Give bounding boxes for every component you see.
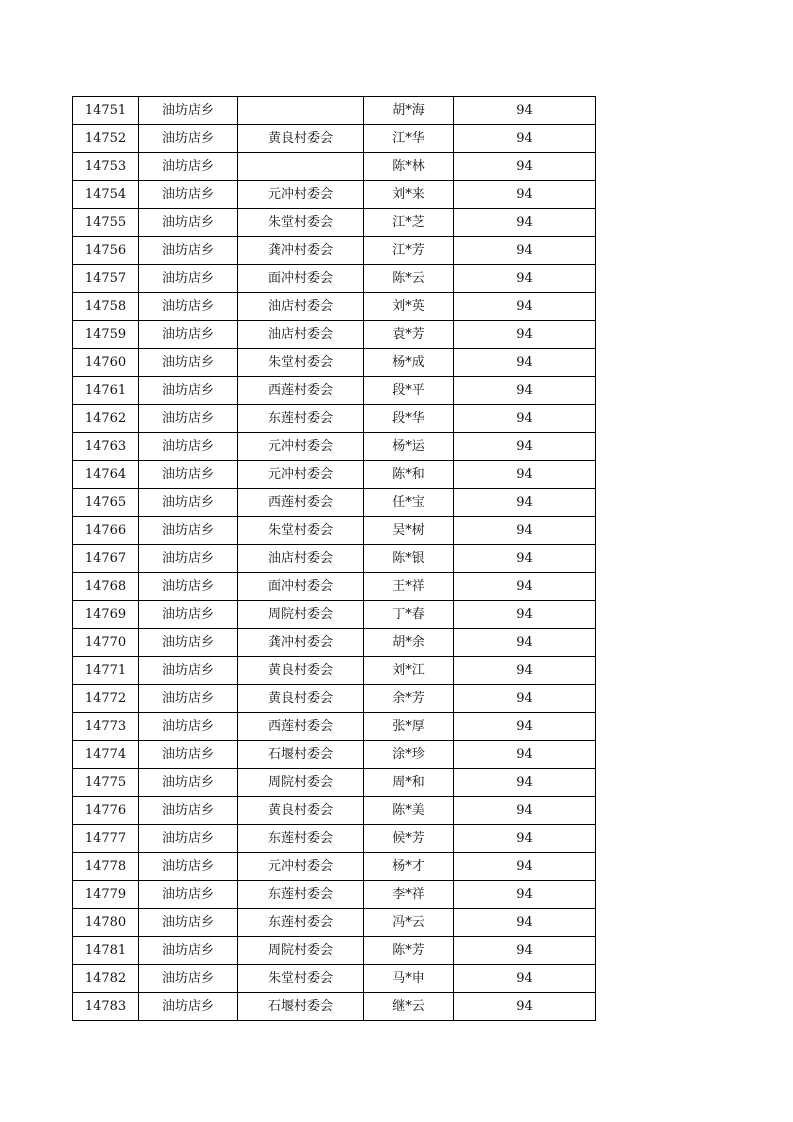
- cell-name: 杨*成: [364, 349, 454, 377]
- cell-value: 94: [454, 937, 596, 965]
- table-row: [73, 489, 596, 517]
- cell-name: 陈*美: [364, 797, 454, 825]
- cell-id: 14779: [73, 881, 139, 909]
- cell-value: 94: [454, 321, 596, 349]
- table-row: [73, 993, 596, 1021]
- table-row: [73, 769, 596, 797]
- cell-value: 94: [454, 293, 596, 321]
- cell-village-committee: 黄良村委会: [238, 125, 364, 153]
- cell-id: 14766: [73, 517, 139, 545]
- table-row: [73, 685, 596, 713]
- cell-township: 油坊店乡: [139, 713, 238, 741]
- cell-id: 14776: [73, 797, 139, 825]
- cell-name: 王*祥: [364, 573, 454, 601]
- cell-value: 94: [454, 461, 596, 489]
- table-row: [73, 125, 596, 153]
- table-row: [73, 909, 596, 937]
- cell-township: 油坊店乡: [139, 685, 238, 713]
- cell-id: 14772: [73, 685, 139, 713]
- table-row: [73, 601, 596, 629]
- cell-village-committee: 面冲村委会: [238, 573, 364, 601]
- cell-value: 94: [454, 965, 596, 993]
- cell-value: 94: [454, 237, 596, 265]
- cell-village-committee: [238, 97, 364, 125]
- table-row: [73, 517, 596, 545]
- table-row: [73, 657, 596, 685]
- table-row: [73, 181, 596, 209]
- cell-value: 94: [454, 377, 596, 405]
- cell-value: 94: [454, 741, 596, 769]
- cell-village-committee: 油店村委会: [238, 321, 364, 349]
- cell-value: 94: [454, 153, 596, 181]
- cell-value: 94: [454, 125, 596, 153]
- cell-township: 油坊店乡: [139, 825, 238, 853]
- cell-name: 胡*海: [364, 97, 454, 125]
- cell-township: 油坊店乡: [139, 97, 238, 125]
- cell-township: 油坊店乡: [139, 573, 238, 601]
- cell-id: 14758: [73, 293, 139, 321]
- table-row: [73, 293, 596, 321]
- cell-village-committee: 黄良村委会: [238, 797, 364, 825]
- cell-name: 陈*林: [364, 153, 454, 181]
- cell-village-committee: 西莲村委会: [238, 489, 364, 517]
- cell-id: 14769: [73, 601, 139, 629]
- table-row: [73, 377, 596, 405]
- cell-id: 14753: [73, 153, 139, 181]
- table-body: [73, 97, 596, 1021]
- table-row: [73, 797, 596, 825]
- cell-village-committee: 石堰村委会: [238, 993, 364, 1021]
- cell-name: 陈*芳: [364, 937, 454, 965]
- cell-township: 油坊店乡: [139, 909, 238, 937]
- cell-village-committee: 周院村委会: [238, 601, 364, 629]
- cell-id: 14778: [73, 853, 139, 881]
- cell-township: 油坊店乡: [139, 377, 238, 405]
- cell-name: 周*和: [364, 769, 454, 797]
- cell-village-committee: 龚冲村委会: [238, 629, 364, 657]
- table-row: [73, 153, 596, 181]
- cell-value: 94: [454, 685, 596, 713]
- cell-name: 胡*余: [364, 629, 454, 657]
- table-row: [73, 965, 596, 993]
- cell-id: 14757: [73, 265, 139, 293]
- cell-value: 94: [454, 181, 596, 209]
- cell-name: 陈*银: [364, 545, 454, 573]
- table-row: [73, 349, 596, 377]
- cell-id: 14763: [73, 433, 139, 461]
- cell-value: 94: [454, 573, 596, 601]
- table-row: [73, 237, 596, 265]
- cell-name: 任*宝: [364, 489, 454, 517]
- cell-village-committee: 面冲村委会: [238, 265, 364, 293]
- cell-value: 94: [454, 405, 596, 433]
- cell-value: 94: [454, 265, 596, 293]
- cell-id: 14760: [73, 349, 139, 377]
- cell-township: 油坊店乡: [139, 461, 238, 489]
- cell-name: 继*云: [364, 993, 454, 1021]
- cell-name: 冯*云: [364, 909, 454, 937]
- table-row: [73, 881, 596, 909]
- cell-village-committee: 东莲村委会: [238, 909, 364, 937]
- cell-id: 14780: [73, 909, 139, 937]
- cell-township: 油坊店乡: [139, 265, 238, 293]
- cell-village-committee: 朱堂村委会: [238, 209, 364, 237]
- cell-id: 14777: [73, 825, 139, 853]
- cell-name: 江*华: [364, 125, 454, 153]
- table-row: [73, 405, 596, 433]
- cell-id: 14762: [73, 405, 139, 433]
- table-row: [73, 97, 596, 125]
- cell-id: 14752: [73, 125, 139, 153]
- cell-id: 14782: [73, 965, 139, 993]
- cell-village-committee: 龚冲村委会: [238, 237, 364, 265]
- cell-township: 油坊店乡: [139, 209, 238, 237]
- cell-value: 94: [454, 629, 596, 657]
- cell-name: 李*祥: [364, 881, 454, 909]
- cell-village-committee: 朱堂村委会: [238, 965, 364, 993]
- cell-village-committee: 东莲村委会: [238, 405, 364, 433]
- cell-township: 油坊店乡: [139, 741, 238, 769]
- cell-id: 14764: [73, 461, 139, 489]
- cell-id: 14767: [73, 545, 139, 573]
- cell-id: 14783: [73, 993, 139, 1021]
- cell-value: 94: [454, 797, 596, 825]
- cell-id: 14756: [73, 237, 139, 265]
- cell-village-committee: 油店村委会: [238, 293, 364, 321]
- cell-name: 涂*珍: [364, 741, 454, 769]
- table-row: [73, 461, 596, 489]
- cell-name: 马*申: [364, 965, 454, 993]
- cell-value: 94: [454, 657, 596, 685]
- cell-township: 油坊店乡: [139, 937, 238, 965]
- cell-township: 油坊店乡: [139, 881, 238, 909]
- cell-id: 14773: [73, 713, 139, 741]
- cell-village-committee: 朱堂村委会: [238, 517, 364, 545]
- cell-id: 14754: [73, 181, 139, 209]
- table-row: [73, 713, 596, 741]
- table-row: [73, 545, 596, 573]
- cell-value: 94: [454, 433, 596, 461]
- cell-village-committee: 西莲村委会: [238, 377, 364, 405]
- cell-value: 94: [454, 769, 596, 797]
- cell-township: 油坊店乡: [139, 769, 238, 797]
- cell-village-committee: 黄良村委会: [238, 685, 364, 713]
- cell-id: 14768: [73, 573, 139, 601]
- cell-village-committee: 黄良村委会: [238, 657, 364, 685]
- cell-id: 14761: [73, 377, 139, 405]
- cell-village-committee: 周院村委会: [238, 769, 364, 797]
- cell-value: 94: [454, 993, 596, 1021]
- cell-id: 14765: [73, 489, 139, 517]
- cell-village-committee: 油店村委会: [238, 545, 364, 573]
- cell-name: 刘*江: [364, 657, 454, 685]
- cell-value: 94: [454, 489, 596, 517]
- cell-village-committee: 东莲村委会: [238, 881, 364, 909]
- cell-value: 94: [454, 909, 596, 937]
- cell-name: 杨*运: [364, 433, 454, 461]
- table-row: [73, 853, 596, 881]
- cell-name: 杨*才: [364, 853, 454, 881]
- cell-village-committee: 元冲村委会: [238, 461, 364, 489]
- cell-value: 94: [454, 349, 596, 377]
- cell-name: 候*芳: [364, 825, 454, 853]
- data-table: [72, 96, 596, 1021]
- cell-township: 油坊店乡: [139, 993, 238, 1021]
- cell-id: 14781: [73, 937, 139, 965]
- cell-village-committee: 周院村委会: [238, 937, 364, 965]
- cell-village-committee: 元冲村委会: [238, 433, 364, 461]
- cell-name: 陈*云: [364, 265, 454, 293]
- table-row: [73, 629, 596, 657]
- cell-value: 94: [454, 601, 596, 629]
- cell-township: 油坊店乡: [139, 237, 238, 265]
- cell-name: 陈*和: [364, 461, 454, 489]
- cell-township: 油坊店乡: [139, 965, 238, 993]
- cell-township: 油坊店乡: [139, 321, 238, 349]
- cell-value: 94: [454, 881, 596, 909]
- cell-name: 刘*英: [364, 293, 454, 321]
- cell-name: 江*芝: [364, 209, 454, 237]
- table-row: [73, 825, 596, 853]
- cell-value: 94: [454, 97, 596, 125]
- cell-name: 段*平: [364, 377, 454, 405]
- table-row: [73, 265, 596, 293]
- cell-township: 油坊店乡: [139, 349, 238, 377]
- cell-village-committee: 朱堂村委会: [238, 349, 364, 377]
- cell-value: 94: [454, 825, 596, 853]
- cell-township: 油坊店乡: [139, 181, 238, 209]
- cell-id: 14759: [73, 321, 139, 349]
- cell-id: 14755: [73, 209, 139, 237]
- cell-name: 余*芳: [364, 685, 454, 713]
- table-row: [73, 937, 596, 965]
- cell-value: 94: [454, 545, 596, 573]
- cell-id: 14770: [73, 629, 139, 657]
- cell-id: 14751: [73, 97, 139, 125]
- cell-village-committee: [238, 153, 364, 181]
- cell-village-committee: 石堰村委会: [238, 741, 364, 769]
- cell-township: 油坊店乡: [139, 545, 238, 573]
- cell-value: 94: [454, 713, 596, 741]
- cell-township: 油坊店乡: [139, 405, 238, 433]
- cell-name: 江*芳: [364, 237, 454, 265]
- cell-name: 刘*来: [364, 181, 454, 209]
- cell-township: 油坊店乡: [139, 629, 238, 657]
- cell-township: 油坊店乡: [139, 489, 238, 517]
- table-row: [73, 573, 596, 601]
- cell-id: 14775: [73, 769, 139, 797]
- cell-value: 94: [454, 517, 596, 545]
- cell-village-committee: 元冲村委会: [238, 853, 364, 881]
- cell-township: 油坊店乡: [139, 853, 238, 881]
- cell-id: 14771: [73, 657, 139, 685]
- cell-township: 油坊店乡: [139, 601, 238, 629]
- cell-name: 张*厚: [364, 713, 454, 741]
- cell-village-committee: 西莲村委会: [238, 713, 364, 741]
- cell-value: 94: [454, 853, 596, 881]
- cell-township: 油坊店乡: [139, 657, 238, 685]
- cell-name: 段*华: [364, 405, 454, 433]
- cell-village-committee: 元冲村委会: [238, 181, 364, 209]
- table-row: [73, 433, 596, 461]
- table-row: [73, 321, 596, 349]
- table-row: [73, 209, 596, 237]
- cell-township: 油坊店乡: [139, 125, 238, 153]
- cell-township: 油坊店乡: [139, 433, 238, 461]
- cell-township: 油坊店乡: [139, 797, 238, 825]
- cell-id: 14774: [73, 741, 139, 769]
- cell-name: 丁*春: [364, 601, 454, 629]
- cell-name: 袁*芳: [364, 321, 454, 349]
- cell-township: 油坊店乡: [139, 293, 238, 321]
- cell-township: 油坊店乡: [139, 517, 238, 545]
- cell-township: 油坊店乡: [139, 153, 238, 181]
- cell-village-committee: 东莲村委会: [238, 825, 364, 853]
- table-row: [73, 741, 596, 769]
- cell-name: 吴*树: [364, 517, 454, 545]
- cell-value: 94: [454, 209, 596, 237]
